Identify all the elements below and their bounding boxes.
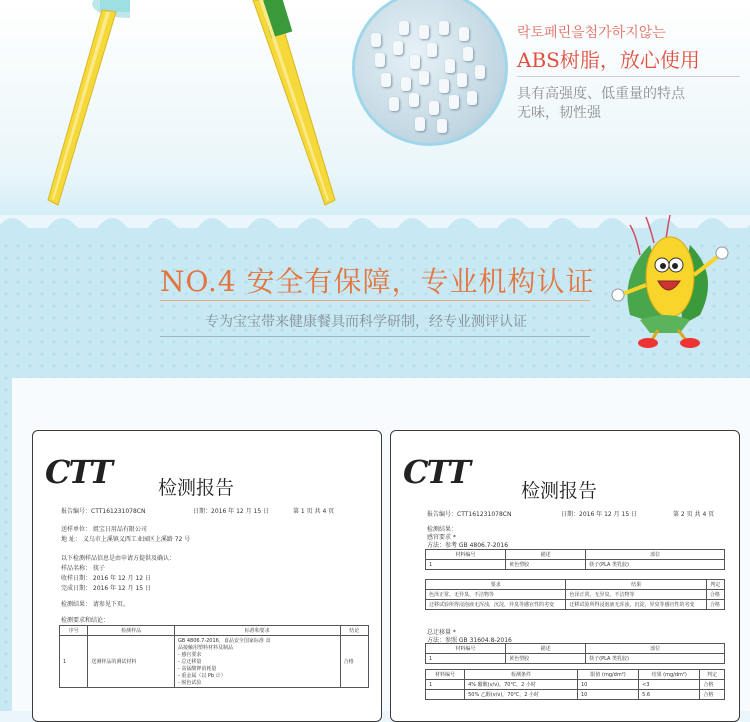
section-label: 总迁移量 * bbox=[427, 629, 456, 636]
table-cell: 筷子(PLA 类乳胶) bbox=[586, 560, 725, 570]
table-header: 描述 bbox=[506, 550, 586, 560]
report-date: 日期：2016 年 12 月 15 日 bbox=[561, 511, 638, 518]
report-number: 报告编号：CTT161231078CN bbox=[61, 508, 146, 515]
summary-label: 检测要求和结论： bbox=[61, 617, 110, 624]
standard-line: - 感官要求 bbox=[177, 652, 202, 658]
table-cell: 5.6 bbox=[639, 690, 700, 700]
section-subtitle: 专为宝宝带来健康餐具而科学研制，经专业测评认证 bbox=[205, 314, 527, 330]
table-cell: 色泽正常、无异臭、不洁物等 bbox=[426, 590, 566, 600]
table-cell: 筷子(PLA 类乳胶) bbox=[586, 654, 725, 664]
table-cell: 10 bbox=[577, 690, 638, 700]
report-page: 第 1 页 共 4 页 bbox=[293, 508, 335, 515]
table-cell: 1 bbox=[426, 560, 506, 570]
table-row bbox=[426, 680, 725, 690]
table-header: 结论 bbox=[340, 626, 368, 636]
table-cell: 合格 bbox=[700, 690, 725, 700]
report-date: 日期：2016 年 12 月 15 日 bbox=[193, 508, 270, 515]
table-header: 材料编号 bbox=[426, 644, 506, 654]
table-header: 判定 bbox=[700, 670, 725, 680]
table-cell: 1 bbox=[426, 654, 506, 664]
table-cell: 50% 乙醇(v/v)，70℃，2 小时 bbox=[465, 690, 578, 700]
method-line: 方法：参照 GB 31604.8-2016 bbox=[427, 637, 512, 644]
standard-line: 品接触用塑料材料及制品 bbox=[177, 645, 233, 651]
report-title: 检测报告 bbox=[158, 477, 235, 499]
test-report-page-2 bbox=[390, 430, 740, 722]
table-header: 标准和要求 bbox=[174, 626, 340, 636]
table-row bbox=[426, 690, 725, 700]
migration-table bbox=[425, 669, 725, 700]
table-row bbox=[426, 590, 725, 600]
table-header: 材料编号 bbox=[426, 670, 465, 680]
feature-text bbox=[517, 85, 685, 123]
table-cell: 色泽正常、无异臭、不洁物等 bbox=[566, 590, 706, 600]
report-number: 报告编号：CTT161231078CN bbox=[427, 511, 512, 518]
table-cell: 送测样品的测试材料 bbox=[88, 636, 175, 688]
standard-line: GB 4806.7-2016，食品安全国家标准 食 bbox=[177, 638, 271, 644]
table-header: 部位 bbox=[586, 550, 725, 560]
standard-line: - 总迁移量 bbox=[177, 659, 202, 665]
result-line: 检测结果： 请参见下页。 bbox=[61, 601, 129, 608]
receive-date-line: 收样日期： 2016 年 12 月 12 日 bbox=[61, 575, 151, 582]
standard-line: - 高锰酸钾消耗量 bbox=[177, 666, 217, 672]
sensory-result-table bbox=[425, 579, 725, 610]
section-label: 感官要求 * bbox=[427, 534, 456, 541]
table-header: 部位 bbox=[586, 644, 725, 654]
table-row bbox=[60, 636, 369, 688]
table-cell: 4% 醋酸(v/v)，70℃，2 小时 bbox=[465, 680, 578, 690]
table-cell bbox=[426, 690, 465, 700]
feature-line-1: 具有高强度、低重量的特点 bbox=[517, 86, 685, 102]
table-cell: 黄色塑胶 bbox=[506, 654, 586, 664]
client-line: 送样单位： 姐宝日用品有限公司 bbox=[61, 526, 147, 533]
section-number: NO.4 bbox=[160, 265, 237, 298]
standard-line: - 重金属（以 Pb 计） bbox=[177, 673, 226, 679]
table-cell: 黄色塑胶 bbox=[506, 560, 586, 570]
table-header: 材料编号 bbox=[426, 550, 506, 560]
summary-table bbox=[59, 625, 369, 688]
table-cell: 合格 bbox=[700, 680, 725, 690]
table-header: 检测样品 bbox=[88, 626, 175, 636]
section-title: 安全有保障，专业机构认证 bbox=[246, 265, 595, 298]
feature-line-2: 无味，韧性强 bbox=[517, 105, 601, 121]
table-cell: 1 bbox=[60, 636, 88, 688]
sample-name-line: 样品名称： 筷子 bbox=[61, 565, 105, 572]
abs-material-title: ABS树脂，放心使用 bbox=[517, 48, 700, 72]
table-cell: 10 bbox=[577, 680, 638, 690]
table-header: 限值 (mg/dm²) bbox=[577, 670, 638, 680]
test-report-page-1 bbox=[32, 430, 382, 722]
material-table-1 bbox=[425, 549, 725, 570]
table-row bbox=[426, 654, 725, 664]
table-cell: 合格 bbox=[706, 600, 724, 610]
ctt-logo: CTT bbox=[45, 453, 111, 491]
korean-caption: 락토페린을첨가하지않는 bbox=[517, 25, 666, 41]
standards-cell bbox=[174, 636, 340, 688]
heading-underline bbox=[160, 300, 590, 301]
section-heading bbox=[160, 260, 595, 300]
intro-line: 以下检测样品信息是由申请方提供及确认： bbox=[61, 555, 176, 562]
table-header: 描述 bbox=[506, 644, 586, 654]
ctt-logo: CTT bbox=[403, 453, 469, 491]
spoon-left-illustration bbox=[40, 0, 130, 215]
table-header: 要求 bbox=[426, 580, 566, 590]
report-page: 第 2 页 共 4 页 bbox=[673, 511, 715, 518]
table-header: 检测条件 bbox=[465, 670, 578, 680]
table-cell: 迁移试验所得浸泡液无浑浊，沉淀，异臭等感官性的劣变 bbox=[566, 600, 706, 610]
table-header: 结果 (mg/dm²) bbox=[639, 670, 700, 680]
method-line: 方法：参考 GB 4806.7-2016 bbox=[427, 542, 509, 549]
divider bbox=[517, 76, 740, 77]
table-cell: 迁移试验所得浸泡液无浑浊，沉淀，异臭等感官性的劣变 bbox=[426, 600, 566, 610]
table-cell: 1 bbox=[426, 680, 465, 690]
material-table-2 bbox=[425, 643, 725, 664]
table-cell: <3 bbox=[639, 680, 700, 690]
table-row bbox=[426, 560, 725, 570]
finish-date-line: 完成日期： 2016 年 12 月 15 日 bbox=[61, 585, 151, 592]
corn-mascot-illustration bbox=[610, 215, 740, 350]
table-cell: 合格 bbox=[340, 636, 368, 688]
table-header: 判定 bbox=[706, 580, 724, 590]
subtitle-underline bbox=[160, 336, 590, 337]
report-title: 检测报告 bbox=[521, 480, 598, 502]
table-header: 序号 bbox=[60, 626, 88, 636]
address-line: 地 址： 义乌市上溪镇义西工业园区上溪路 72 号 bbox=[61, 536, 191, 543]
table-cell: 合格 bbox=[706, 590, 724, 600]
section-label: 检测结果： bbox=[427, 526, 458, 533]
spoon-right-illustration bbox=[245, 0, 340, 215]
table-row bbox=[426, 600, 725, 610]
table-header: 结果 bbox=[566, 580, 706, 590]
standard-line: - 脱色试验 bbox=[177, 680, 202, 686]
